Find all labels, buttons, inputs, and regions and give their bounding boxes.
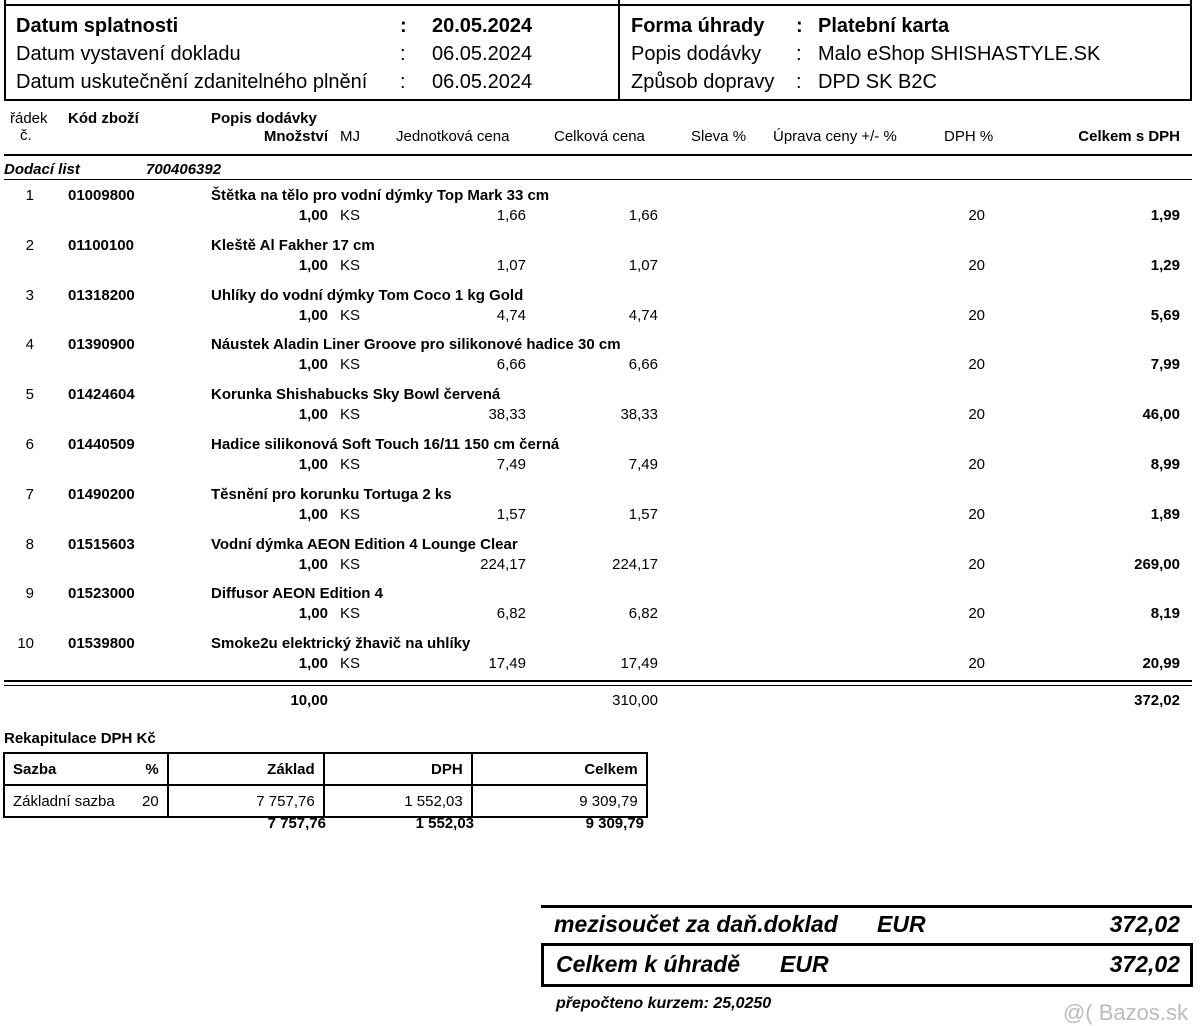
item-code: 01100100 — [68, 236, 134, 254]
col-popis: Popis dodávky — [211, 110, 317, 127]
item-unit-price: 1,57 — [496, 505, 526, 523]
item-code: 01424604 — [68, 386, 135, 404]
item-total-price: 224,17 — [612, 555, 658, 573]
item-qty: 1,00 — [298, 655, 328, 673]
col-celkem: Celkem s DPH — [1078, 128, 1180, 145]
item-total-price: 7,49 — [628, 456, 658, 473]
item-unit-price: 1,07 — [496, 256, 526, 274]
right-colon-0: : — [796, 15, 803, 37]
item-desc: Smoke2u elektrický žhavič na uhlíky — [211, 635, 471, 653]
item-number: 8 — [25, 535, 34, 553]
delivery-number: 700406392 — [146, 161, 222, 178]
item-desc: Diffusor AEON Edition 4 — [211, 585, 383, 603]
col-sleva: Sleva % — [691, 128, 747, 145]
item-vat: 20 — [968, 356, 985, 374]
recap-header-row — [4, 753, 647, 785]
recap-sum-zaklad: 7 757,76 — [267, 815, 326, 832]
item-vat: 20 — [968, 406, 985, 424]
item-gross: 269,00 — [1134, 555, 1180, 573]
item-code: 01539800 — [68, 635, 135, 653]
item-gross: 1,29 — [1150, 256, 1180, 274]
item-number: 9 — [25, 585, 34, 603]
item-gross: 1,89 — [1150, 505, 1180, 523]
total-price: 310,00 — [612, 692, 658, 709]
item-qty: 1,00 — [298, 306, 328, 324]
item-number: 3 — [25, 286, 34, 304]
right-colon-1: : — [796, 43, 802, 65]
item-unit-price: 6,66 — [496, 356, 526, 374]
item-vat: 20 — [968, 306, 985, 324]
recap-zaklad: 7 757,76 — [168, 785, 324, 817]
total-gross: 372,02 — [1134, 692, 1180, 709]
item-desc: Uhlíky do vodní dýmky Tom Coco 1 kg Gold — [211, 286, 524, 304]
col-mnozstvi: Množství — [263, 128, 328, 145]
left-colon-0: : — [400, 15, 407, 37]
item-qty: 1,00 — [298, 207, 328, 224]
item-total-price: 1,57 — [628, 505, 658, 523]
recap-table — [3, 752, 648, 818]
rate-note: přepočteno kurzem: 25,0250 — [556, 995, 772, 1012]
item-vat: 20 — [968, 207, 985, 224]
left-colon-2: : — [400, 71, 406, 93]
item-mj: KS — [340, 406, 361, 424]
item-vat: 20 — [968, 456, 985, 473]
item-mj: KS — [340, 655, 361, 673]
item-vat: 20 — [968, 505, 985, 523]
item-number: 5 — [25, 386, 34, 404]
right-label-0: Forma úhrady — [631, 15, 765, 37]
item-mj: KS — [340, 605, 361, 623]
right-colon-2: : — [796, 71, 802, 93]
recap-h-sazba: Sazba — [4, 753, 134, 785]
item-vat: 20 — [968, 256, 985, 274]
total-qty: 10,00 — [290, 692, 328, 709]
item-gross: 1,99 — [1150, 207, 1180, 224]
item-mj: KS — [340, 306, 361, 324]
col-jedn: Jednotková cena — [396, 128, 510, 145]
item-vat: 20 — [968, 555, 985, 573]
subtotal-label: mezisoučet za daň.doklad — [554, 911, 838, 937]
item-gross: 8,99 — [1150, 456, 1180, 473]
recap-row — [4, 785, 647, 817]
right-value-1: Malo eShop SHISHASTYLE.SK — [818, 43, 1101, 65]
item-qty: 1,00 — [298, 605, 328, 623]
item-code: 01318200 — [68, 286, 135, 304]
item-total-price: 38,33 — [620, 406, 658, 424]
item-mj: KS — [340, 207, 361, 224]
subtotal-value: 372,02 — [1109, 911, 1180, 937]
item-qty: 1,00 — [298, 555, 328, 573]
recap-dph: 1 552,03 — [324, 785, 472, 817]
col-uprava: Úprava ceny +/- % — [773, 128, 897, 145]
item-code: 01523000 — [68, 585, 135, 603]
item-qty: 1,00 — [298, 356, 328, 374]
watermark: @( Bazos.sk — [1062, 1000, 1188, 1025]
item-number: 7 — [25, 485, 34, 503]
item-unit-price: 38,33 — [488, 406, 526, 424]
item-code: 01490200 — [68, 485, 135, 503]
left-label-2: Datum uskutečnění zdanitelného plnění — [16, 71, 368, 93]
item-desc: Náustek Aladin Liner Groove pro silikonové hadice 30 cm — [211, 336, 621, 354]
item-code: 01009800 — [68, 187, 135, 204]
item-unit-price: 1,66 — [496, 207, 526, 224]
right-label-2: Způsob dopravy — [631, 71, 775, 93]
item-desc: Hadice silikonová Soft Touch 16/11 150 cm černá — [211, 436, 560, 453]
item-number: 2 — [25, 236, 34, 254]
item-gross: 20,99 — [1142, 655, 1180, 673]
item-number: 10 — [17, 635, 34, 653]
item-total-price: 6,82 — [628, 605, 658, 623]
right-label-1: Popis dodávky — [631, 43, 762, 65]
recap-h-celkem: Celkem — [472, 753, 647, 785]
item-unit-price: 224,17 — [480, 555, 526, 573]
left-value-1: 06.05.2024 — [432, 43, 533, 65]
item-unit-price: 6,82 — [496, 605, 526, 623]
col-celkova: Celková cena — [554, 128, 645, 145]
recap-sum-celkem: 9 309,79 — [585, 815, 644, 832]
left-label-1: Datum vystavení dokladu — [16, 43, 241, 65]
recap-pct: 20 — [134, 785, 168, 817]
item-vat: 20 — [968, 655, 985, 673]
col-radek: řádek — [10, 110, 48, 127]
item-mj: KS — [340, 505, 361, 523]
item-gross: 46,00 — [1142, 406, 1180, 424]
recap-sum-dph: 1 552,03 — [415, 815, 474, 832]
item-mj: KS — [340, 256, 361, 274]
col-radek-c: č. — [20, 127, 32, 144]
item-desc: Korunka Shishabucks Sky Bowl červená — [211, 386, 501, 404]
recap-h-dph: DPH — [324, 753, 472, 785]
item-desc: Štětka na tělo pro vodní dýmky Top Mark 33 cm — [211, 187, 550, 204]
item-mj: KS — [340, 456, 361, 473]
item-unit-price: 17,49 — [488, 655, 526, 673]
item-qty: 1,00 — [298, 406, 328, 424]
recap-sazba: Základní sazba — [4, 785, 134, 817]
due-currency: EUR — [780, 951, 829, 977]
due-value: 372,02 — [1109, 951, 1180, 977]
item-desc: Kleště Al Fakher 17 cm — [211, 236, 375, 254]
item-total-price: 17,49 — [620, 655, 658, 673]
item-qty: 1,00 — [298, 505, 328, 523]
item-gross: 7,99 — [1150, 356, 1180, 374]
item-code: 01390900 — [68, 336, 135, 354]
item-total-price: 6,66 — [628, 356, 658, 374]
left-label-0: Datum splatnosti — [16, 15, 179, 37]
left-value-2: 06.05.2024 — [432, 71, 533, 93]
delivery-label: Dodací list — [4, 161, 80, 178]
col-mj: MJ — [340, 128, 360, 145]
col-dph: DPH % — [944, 128, 994, 145]
item-number: 4 — [25, 336, 34, 354]
item-unit-price: 7,49 — [496, 456, 526, 473]
item-total-price: 4,74 — [628, 306, 658, 324]
item-mj: KS — [340, 356, 361, 374]
item-number: 1 — [25, 187, 34, 204]
item-qty: 1,00 — [298, 456, 328, 473]
item-code: 01440509 — [68, 436, 135, 453]
left-value-0: 20.05.2024 — [432, 15, 533, 37]
item-gross: 5,69 — [1150, 306, 1180, 324]
item-total-price: 1,66 — [628, 207, 658, 224]
recap-title: Rekapitulace DPH Kč — [4, 730, 156, 747]
subtotal-currency: EUR — [877, 911, 926, 937]
recap-h-zaklad: Základ — [168, 753, 324, 785]
item-desc: Těsnění pro korunku Tortuga 2 ks — [211, 485, 452, 503]
item-desc: Vodní dýmka AEON Edition 4 Lounge Clear — [211, 535, 518, 553]
item-mj: KS — [340, 555, 361, 573]
recap-h-pct: % — [134, 753, 168, 785]
col-kod: Kód zboží — [68, 110, 139, 127]
left-colon-1: : — [400, 43, 406, 65]
item-qty: 1,00 — [298, 256, 328, 274]
due-label: Celkem k úhradě — [556, 951, 741, 977]
right-value-0: Platební karta — [818, 15, 950, 37]
item-number: 6 — [25, 436, 34, 453]
item-gross: 8,19 — [1150, 605, 1180, 623]
recap-celkem: 9 309,79 — [472, 785, 647, 817]
item-vat: 20 — [968, 605, 985, 623]
item-unit-price: 4,74 — [496, 306, 526, 324]
right-value-2: DPD SK B2C — [818, 71, 937, 93]
item-total-price: 1,07 — [628, 256, 658, 274]
item-code: 01515603 — [68, 535, 135, 553]
